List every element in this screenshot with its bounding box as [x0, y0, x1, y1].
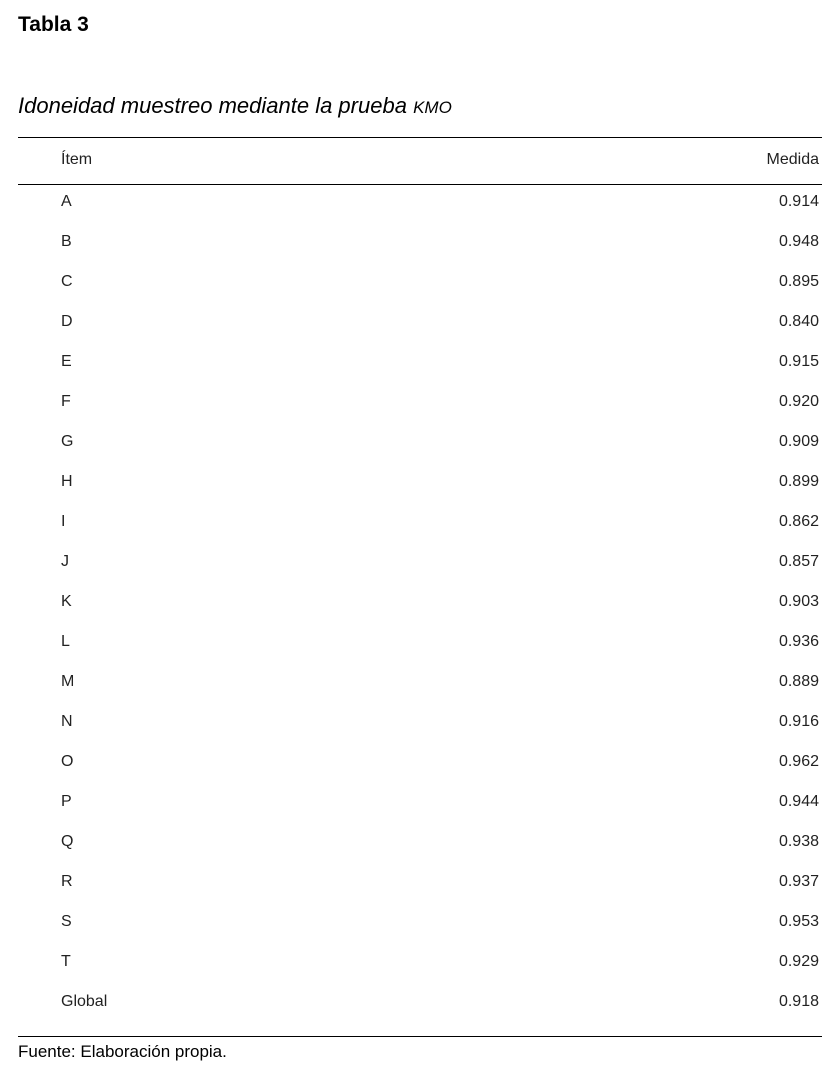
table-row	[18, 785, 822, 825]
row-item: S	[61, 913, 72, 930]
row-measure: 0.889	[778, 673, 819, 690]
table-title	[18, 92, 452, 122]
table-row	[18, 305, 822, 345]
table-row	[18, 705, 822, 745]
row-item: Q	[61, 833, 74, 850]
row-item: D	[61, 313, 73, 330]
table-row	[18, 465, 822, 505]
row-measure: 0.840	[778, 313, 819, 330]
row-measure: 0.918	[778, 993, 819, 1010]
column-header-item: Ítem	[61, 151, 93, 168]
row-item: P	[61, 793, 72, 810]
row-measure: 0.944	[778, 793, 819, 810]
table-row	[18, 825, 822, 865]
table-row	[18, 185, 822, 225]
row-measure: 0.862	[778, 513, 819, 530]
table-row	[18, 225, 822, 265]
row-item: H	[61, 473, 73, 490]
row-measure: 0.936	[778, 633, 819, 650]
table-row	[18, 545, 822, 585]
table-row	[18, 945, 822, 985]
row-item: G	[61, 433, 74, 450]
row-measure: 0.953	[778, 913, 819, 930]
row-measure: 0.938	[778, 833, 819, 850]
row-item: C	[61, 273, 73, 290]
table-title-text: Idoneidad muestreo mediante la prueba	[18, 93, 407, 118]
row-item: I	[61, 513, 66, 530]
row-item: Global	[61, 993, 108, 1010]
row-item: K	[61, 593, 72, 610]
row-measure: 0.895	[778, 273, 819, 290]
table-label: Tabla 3	[18, 13, 89, 36]
row-item: F	[61, 393, 71, 410]
row-measure: 0.909	[778, 433, 819, 450]
table-row	[18, 265, 822, 305]
row-measure: 0.929	[778, 953, 819, 970]
row-item: N	[61, 713, 73, 730]
table-row	[18, 905, 822, 945]
row-item: O	[61, 753, 74, 770]
row-item: A	[61, 193, 72, 210]
row-item: T	[61, 953, 71, 970]
row-measure: 0.962	[778, 753, 819, 770]
row-measure: 0.920	[778, 393, 819, 410]
row-measure: 0.914	[778, 193, 819, 210]
table-row	[18, 745, 822, 785]
table-row	[18, 865, 822, 905]
row-measure: 0.937	[778, 873, 819, 890]
column-header-measure: Medida	[766, 151, 819, 168]
row-measure: 0.899	[778, 473, 819, 490]
row-measure: 0.916	[778, 713, 819, 730]
table-row	[18, 505, 822, 545]
table-row	[18, 345, 822, 385]
table-header-row	[18, 138, 822, 184]
table-row	[18, 385, 822, 425]
row-item: B	[61, 233, 72, 250]
table-title-acronym: KMO	[413, 98, 452, 117]
row-item: R	[61, 873, 73, 890]
row-item: E	[61, 353, 72, 370]
row-item: J	[61, 553, 69, 570]
row-measure: 0.903	[778, 593, 819, 610]
row-item: M	[61, 673, 75, 690]
source-note: Fuente: Elaboración propia.	[18, 1042, 227, 1061]
row-measure: 0.948	[778, 233, 819, 250]
table-row	[18, 585, 822, 625]
table-body	[18, 185, 822, 1025]
table-bottom-rule	[18, 1036, 822, 1037]
row-measure: 0.857	[778, 553, 819, 570]
table-row	[18, 985, 822, 1025]
table-row	[18, 625, 822, 665]
table-row	[18, 665, 822, 705]
row-measure: 0.915	[778, 353, 819, 370]
table-row	[18, 425, 822, 465]
row-item: L	[61, 633, 70, 650]
